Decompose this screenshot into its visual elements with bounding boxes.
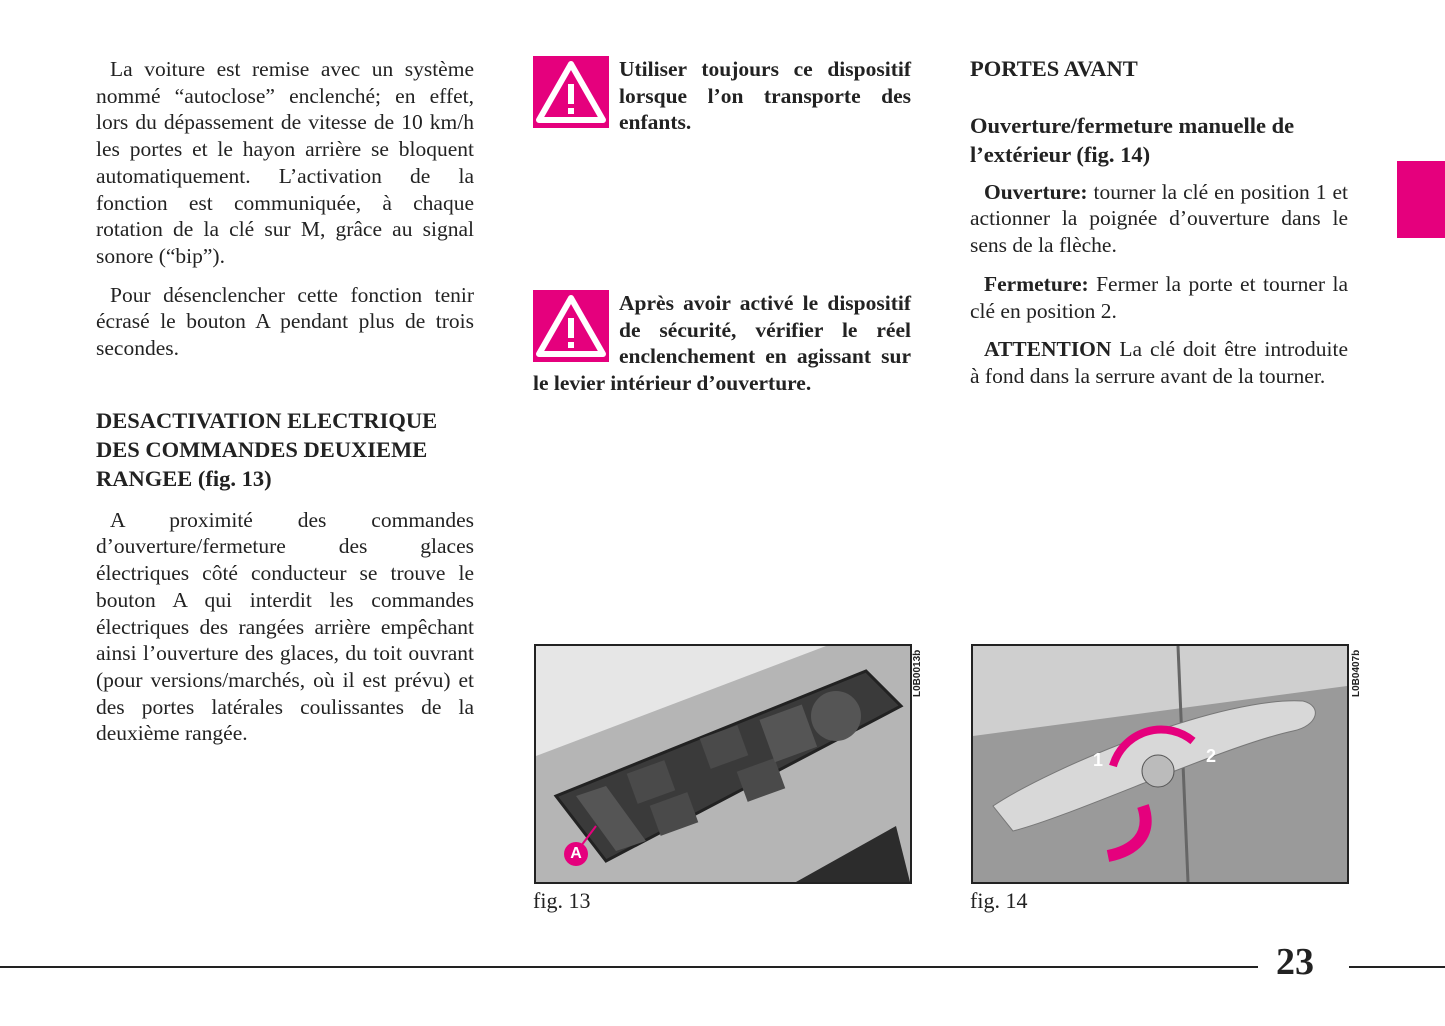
lead-attention: ATTENTION (984, 337, 1112, 362)
paragraph-fermeture (970, 271, 1348, 324)
footer-rule-right (1349, 966, 1445, 968)
text-ouverture: tourner la clé en position 1 et actionner la poignée d’ouverture dans le sens de la flèche. (970, 179, 1348, 258)
section-heading-portes-avant: PORTES AVANT (970, 56, 1138, 81)
paragraph-attention (970, 336, 1348, 389)
page-number: 23 (1276, 941, 1314, 983)
callout-2: 2 (1206, 746, 1217, 766)
callout-1: 1 (1093, 750, 1104, 770)
warning-icon (533, 56, 609, 128)
figure-13-caption: fig. 13 (533, 888, 591, 913)
figure-14-code: L0B0407b (1351, 649, 1362, 697)
paragraph-disable-autoclose: Pour désenclencher cette fonction tenir écrasé le bouton A pendant plus de trois secondes. (96, 282, 474, 361)
section-heading-desactivation: DESACTIVATION ELECTRIQUE DES COMMANDES DEUXIEME RANGEE (fig. 13) (96, 407, 438, 491)
lead-ouverture: Ouverture: (984, 179, 1088, 204)
warning-text: Utiliser toujours ce dispositif lorsque l’on transporte des enfants. (619, 57, 911, 135)
paragraph-ouverture (970, 179, 1348, 259)
warning-children (533, 56, 911, 136)
lead-fermeture: Fermeture: (984, 271, 1089, 296)
text-fermeture: Fermer la porte et tourner la clé en position 2. (970, 271, 1348, 323)
figure-14-caption: fig. 14 (970, 888, 1028, 913)
footer-rule-left (0, 966, 1258, 968)
paragraph-button-a: A proximité des commandes d’ouverture/fermeture des glaces électriques côté conducteur se trouve le bouton A qui interdit les commandes électriques des rangées arrière empêchant ainsi l’ouverture des glaces, du toit ouvrant (pour versions/marchés, où il est prévu) et des portes latérales coulissantes de la deuxième rangée. (96, 507, 474, 746)
figure-13-code: L0B0013b (912, 649, 923, 697)
warning-security (533, 290, 911, 397)
text-attention: La clé doit être introduite à fond dans la serrure avant de la tourner. (970, 337, 1348, 388)
column-right (970, 56, 1348, 402)
paragraph-autoclose: La voiture est remise avec un système nommé “autoclose” enclenché; en effet, lors du dépassement de vitesse de 10 km/h les portes et le hayon arrière se bloquent automatiquement. L’activation de la fonction est communiquée, à chaque rotation de la clé sur M, grâce au signal sonore (“bip”). (96, 57, 474, 268)
column-left (96, 56, 474, 759)
subheading-ouverture: Ouverture/fermeture manuelle de l’extérieur (fig. 14) (970, 112, 1295, 167)
figure-14-door-handle (971, 644, 1349, 884)
warning-text: Après avoir activé le dispositif de sécurité, vérifier le réel enclenchement en agissant sur le levier intérieur d’ouverture. (533, 291, 911, 396)
warning-icon (533, 290, 609, 362)
callout-a: A (564, 842, 588, 866)
figure-13-window-controls (534, 644, 912, 884)
section-tab-marker (1397, 161, 1445, 238)
